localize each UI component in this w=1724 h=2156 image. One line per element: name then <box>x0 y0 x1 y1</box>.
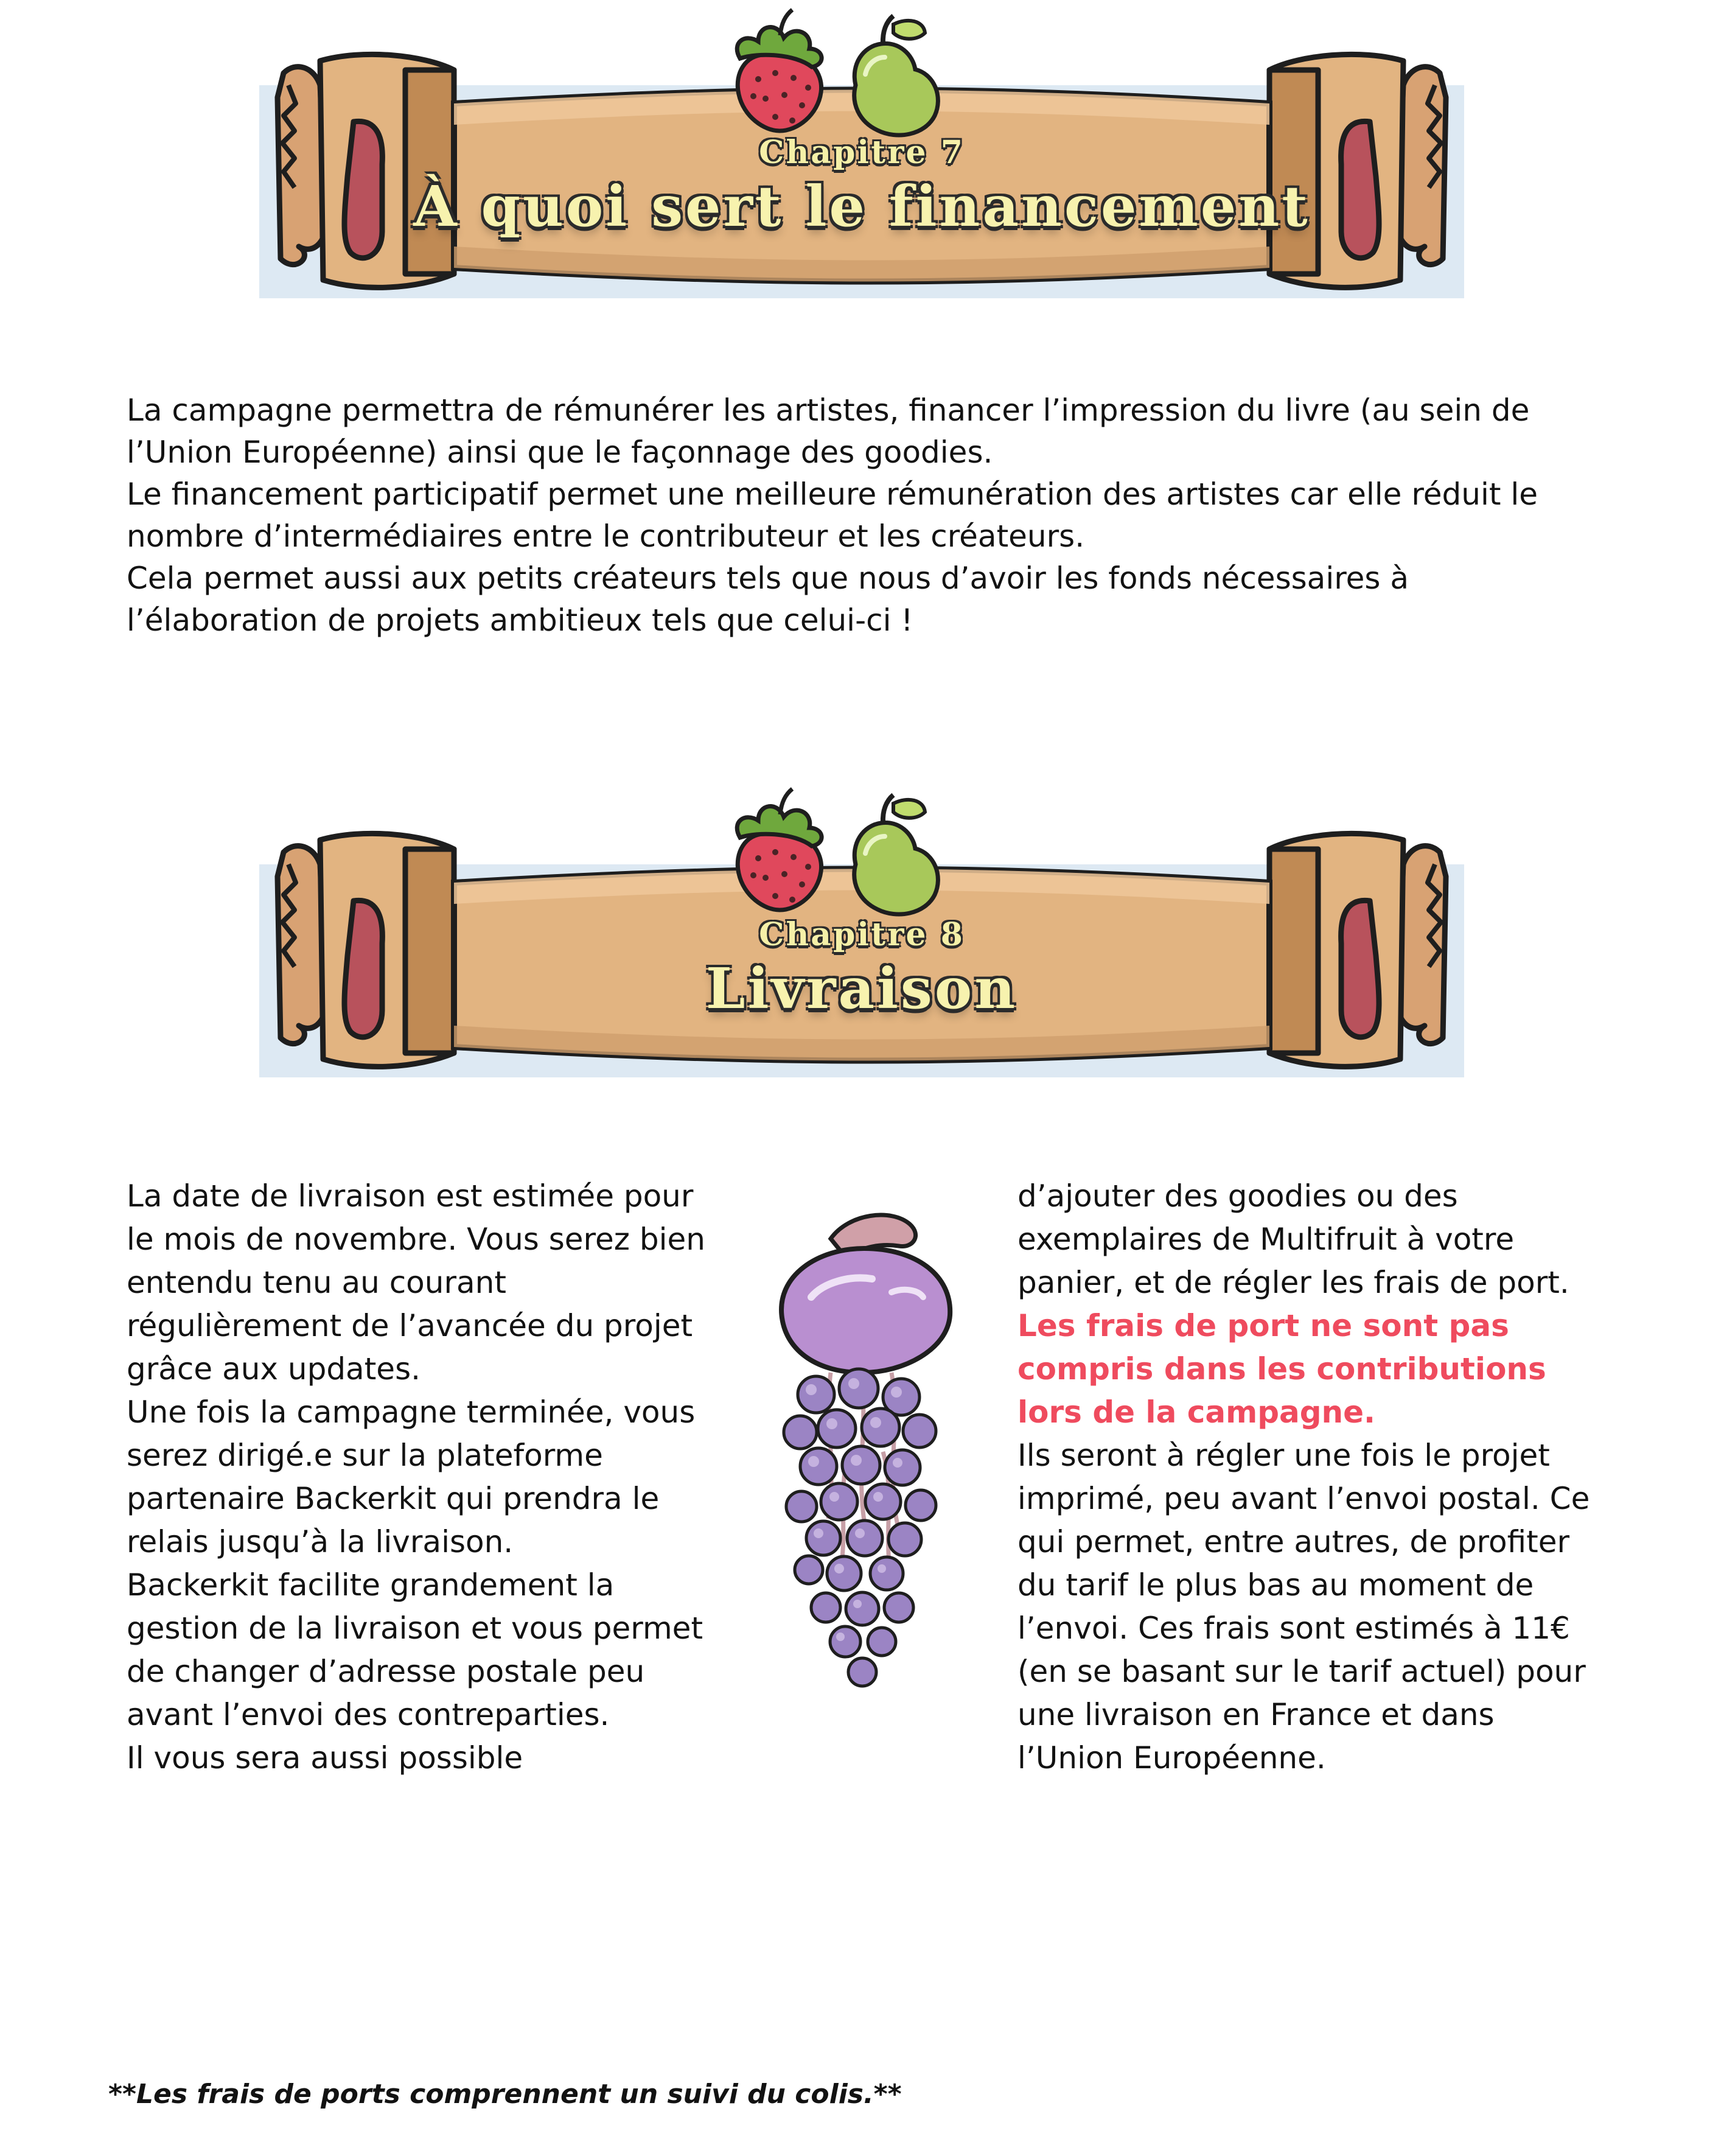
left-paragraph-4: Il vous sera aussi possible <box>127 1740 523 1776</box>
pear-icon <box>854 16 938 135</box>
right-paragraph-after: Ils seront à régler une fois le projet imprimé, peu avant l’envoi postal. Ce qui permet, entre autres, de profiter du tarif le plus bas au moment de l’envoi. Ces frais sont estimés à 11€ (en se basant sur le tarif actuel) pour une livraison en France et dans l’Union Européenne. <box>1017 1438 1590 1776</box>
intro-text-block <box>127 390 1599 642</box>
footnote: **Les frais de ports comprennent un suivi du colis.** <box>108 2079 902 2110</box>
pear-icon <box>854 795 938 914</box>
right-paragraph-before: d’ajouter des goodies ou des exemplaires de Multifruit à votre panier, et de régler les frais de port. <box>1017 1178 1569 1300</box>
strawberry-icon <box>737 10 822 131</box>
chapter-title: Livraison <box>705 956 1018 1021</box>
intro-paragraph-2: Le financement participatif permet une meilleure rémunération des artistes car elle réduit le nombre d’intermédiaires entre le contributeur et les créateurs. <box>127 477 1538 554</box>
chapter-banner-8 <box>223 791 1501 1108</box>
left-paragraph-3: Backerkit facilite grandement la gestion de la livraison et vous permet de changer d’adresse postale peu avant l’envoi des contreparties. <box>127 1567 703 1732</box>
chapter-title: À quoi sert le financement <box>413 173 1310 239</box>
two-column-text <box>0 1175 1724 2057</box>
chapter-label: Chapitre 8 <box>759 916 965 953</box>
fruit-cluster <box>673 6 977 146</box>
chapter-label: Chapitre 7 <box>759 134 965 171</box>
column-right <box>1017 1175 1602 1780</box>
intro-paragraph-1: La campagne permettra de rémunérer les artistes, financer l’impression du livre (au sein de l’Union Européenne) ainsi que le façonnage des goodies. <box>127 393 1530 470</box>
left-paragraph-2: Une fois la campagne terminée, vous serez dirigé.e sur la plateforme partenaire Backerkit qui prendra le relais jusqu’à la livraison. <box>127 1395 696 1559</box>
intro-paragraph-3: Cela permet aussi aux petits créateurs tels que nous d’avoir les fonds nécessaires à l’élaboration de projets ambitieux tels que celui-ci ! <box>127 561 1409 638</box>
strawberry-icon <box>737 789 822 910</box>
left-paragraph-1: La date de livraison est estimée pour le mois de novembre. Vous serez bien entendu tenu au courant régulièrement de l’avancée du projet grâce aux updates. <box>127 1178 705 1387</box>
chapter-banner-7 <box>223 12 1501 329</box>
shipping-fee-warning: Les frais de port ne sont pas compris dans les contributions lors de la campagne. <box>1017 1308 1546 1430</box>
fruit-cluster <box>673 785 977 925</box>
column-left <box>127 1175 711 1780</box>
